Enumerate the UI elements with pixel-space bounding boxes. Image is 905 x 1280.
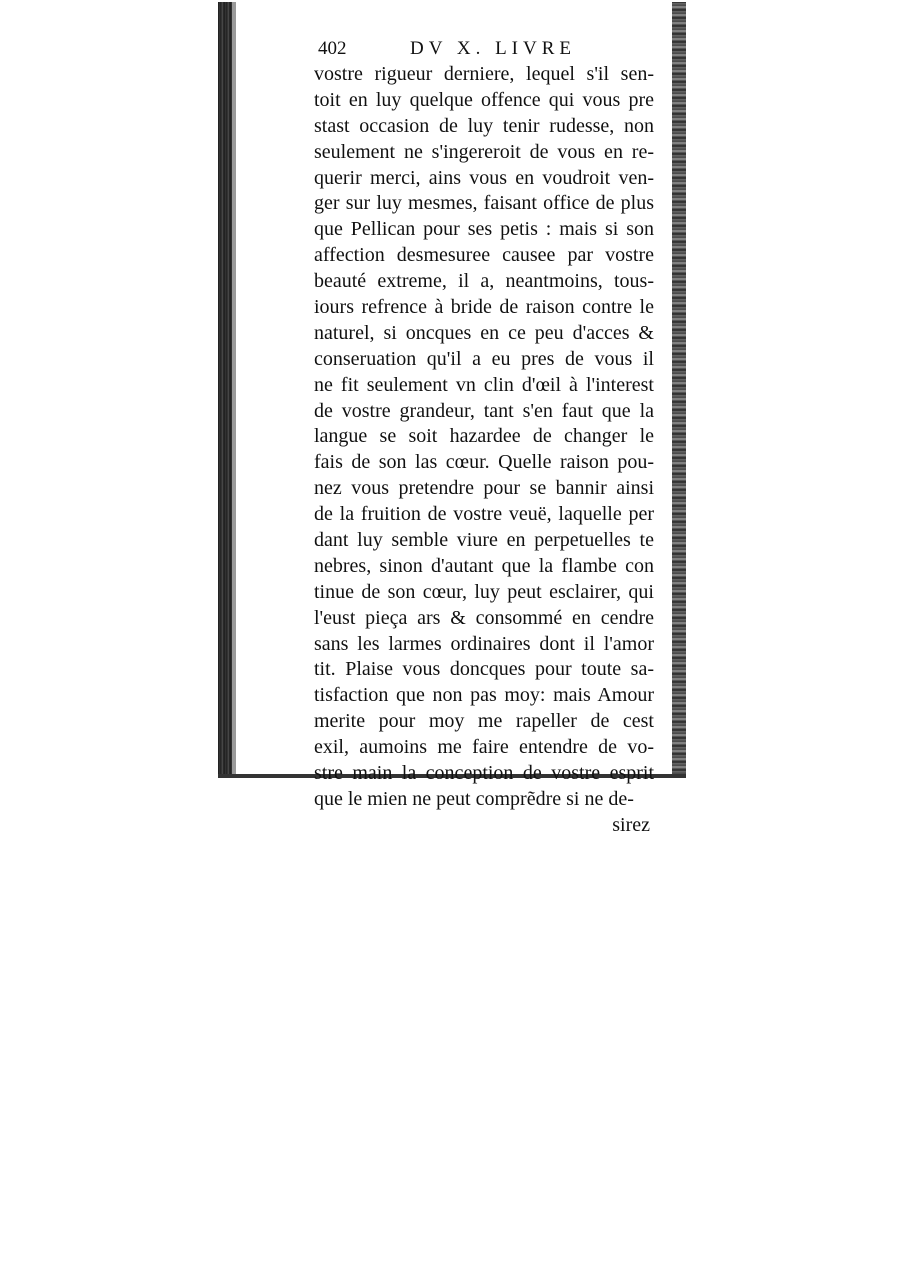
text-line: iours refrence à bride de raison contre le [314, 296, 654, 319]
text-line: affection desmesuree causee par vostre [314, 244, 654, 267]
text-line: seulement ne s'ingereroit de vous en re- [314, 140, 654, 163]
running-head: DV X. LIVRE [410, 38, 577, 59]
text-line: nez vous pretendre pour se bannir ainsi [314, 477, 654, 500]
page-text-block [314, 38, 654, 839]
text-line: langue se soit hazardee de changer le [314, 425, 654, 448]
text-line: toit en luy quelque offence qui vous pre [314, 88, 654, 111]
page-number: 402 [318, 38, 347, 59]
page-gutter-shadow [232, 2, 236, 778]
text-line: tinue de son cœur, luy peut esclairer, qui [314, 580, 654, 603]
text-line: exil, aumoins me faire entendre de vo- [314, 736, 654, 759]
text-line: que le mien ne peut comprẽdre si ne de- [314, 787, 634, 810]
text-line: conseruation qu'il a eu pres de vous il [314, 347, 654, 370]
text-line: nebres, sinon d'autant que la flambe con [314, 554, 654, 577]
text-line: naturel, si oncques en ce peu d'acces & [314, 321, 654, 344]
text-line: stre main la conception de vostre esprit [314, 762, 654, 785]
text-line: que Pellican pour ses petis : mais si son [314, 218, 654, 241]
page-left-edge [218, 2, 232, 778]
page-header [314, 38, 654, 62]
body-text [314, 62, 654, 813]
text-line: ne fit seulement vn clin d'œil à l'interest [314, 373, 654, 396]
text-line: de la fruition de vostre veuë, laquelle per [314, 503, 654, 526]
book-page-scan [218, 2, 686, 836]
text-line: de vostre grandeur, tant s'en faut que la [314, 399, 654, 422]
text-line: ger sur luy mesmes, faisant office de plus [314, 192, 654, 215]
text-line: l'eust pieça ars & consommé en cendre [314, 606, 654, 629]
text-line: sans les larmes ordinaires dont il l'amor [314, 632, 654, 655]
page-right-edge [672, 2, 686, 778]
text-line: stast occasion de luy tenir rudesse, non [314, 114, 654, 137]
text-line: tit. Plaise vous doncques pour toute sa- [314, 658, 654, 681]
text-line: vostre rigueur derniere, lequel s'il sen- [314, 63, 654, 85]
text-line: dant luy semble viure en perpetuelles te [314, 529, 654, 552]
catchword: sirez [612, 813, 650, 836]
text-line: fais de son las cœur. Quelle raison pou- [314, 451, 654, 474]
text-line: querir merci, ains vous en voudroit ven- [314, 166, 654, 189]
text-line: beauté extreme, il a, neantmoins, tous- [314, 270, 654, 293]
text-line: merite pour moy me rapeller de cest [314, 710, 654, 733]
text-line: tisfaction que non pas moy: mais Amour [314, 684, 654, 707]
